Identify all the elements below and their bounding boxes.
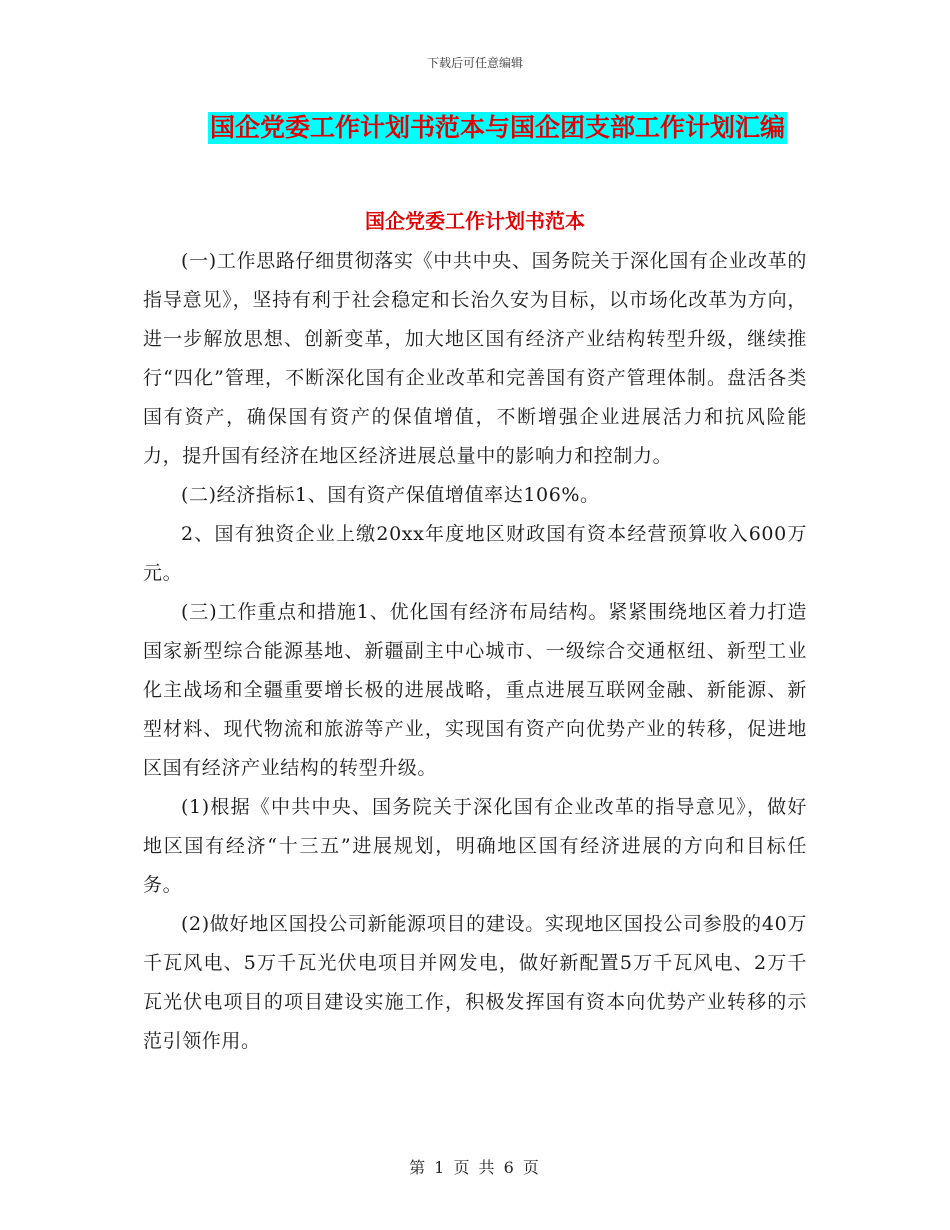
paragraph: (2)做好地区国投公司新能源项目的建设。实现地区国投公司参股的40万千瓦风电、5万千瓦光伏电项目并网发电，做好新配置5万千瓦风电、2万千瓦光伏电项目的项目建设实施工作，积极发挥国有资本向优势产业转移的示范引领作用。 xyxy=(143,913,807,1052)
document-body xyxy=(143,242,807,1061)
paragraph: (一)工作思路仔细贯彻落实《中共中央、国务院关于深化国有企业改革的指导意见》，坚持有利于社会稳定和长治久安为目标，以市场化改革为方向，进一步解放思想、创新变革，加大地区国有经济产业结构转型升级，继续推行“四化”管理，不断深化国有企业改革和完善国有资产管理体制。盘活各类国有资产，确保国有资产的保值增值，不断增强企业进展活力和抗风险能力，提升国有经济在地区经济进展总量中的影响力和控制力。 xyxy=(143,250,807,467)
header-note: 下载后可任意编辑 xyxy=(426,56,523,70)
paragraph: (三)工作重点和措施1、优化国有经济布局结构。紧紧围绕地区着力打造国家新型综合能源基地、新疆副主中心城市、一级综合交通枢纽、新型工业化主战场和全疆重要增长极的进展战略，重点进展互联网金融、新能源、新型材料、现代物流和旅游等产业，实现国有资产向优势产业的转移，促进地区国有经济产业结构的转型升级。 xyxy=(143,601,807,779)
main-title-container xyxy=(0,112,950,144)
paragraph: (二)经济指标1、国有资产保值增值率达106%。 xyxy=(181,484,600,506)
paragraph: 2、国有独资企业上缴20xx年度地区财政国有资本经营预算收入600万元。 xyxy=(143,523,807,584)
page-footer: 第 1 页 共 6 页 xyxy=(409,1158,541,1177)
paragraph: (1)根据《中共中央、国务院关于深化国有企业改革的指导意见》，做好地区国有经济“十三五”进展规划，明确地区国有经济进展的方向和目标任务。 xyxy=(143,796,807,896)
main-title: 国企党委工作计划书范本与国企团支部工作计划汇编 xyxy=(209,113,785,142)
section-title: 国企党委工作计划书范本 xyxy=(365,209,585,233)
